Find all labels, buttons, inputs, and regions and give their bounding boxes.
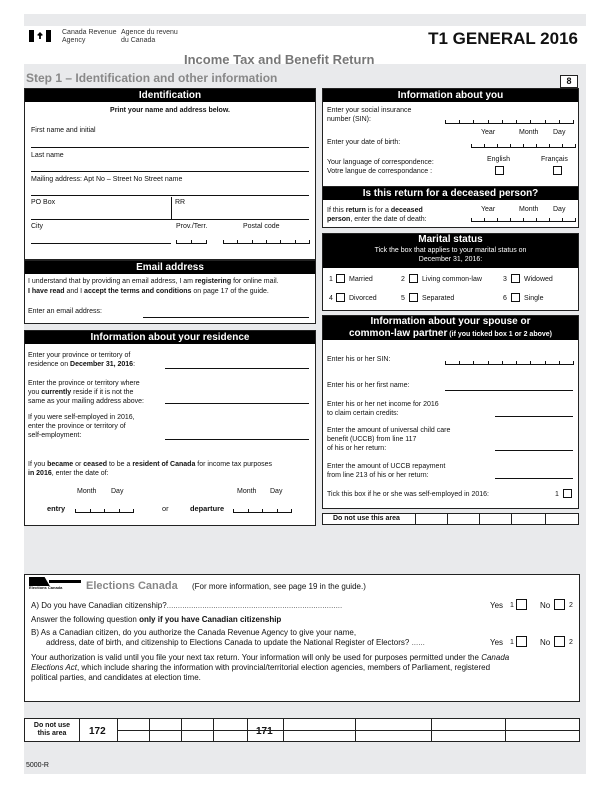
comb-tick — [233, 509, 234, 513]
comb-tick — [295, 240, 296, 244]
comb-tick — [280, 240, 281, 244]
departure-label: departure — [190, 504, 225, 513]
comb-tick — [237, 240, 238, 244]
comb-tick — [191, 240, 192, 244]
po-box-rr-field[interactable] — [31, 219, 309, 220]
code-172: 172 — [89, 726, 106, 737]
identification-section — [24, 88, 316, 260]
comb-tick — [516, 120, 517, 124]
comb-tick — [510, 218, 511, 222]
canada-flag-icon — [29, 30, 51, 42]
city-label: City — [31, 223, 44, 230]
single-label: Single — [524, 295, 544, 302]
comb-tick — [133, 509, 134, 513]
spouse-name-label: Enter his or her first name: — [327, 382, 410, 389]
elections-canada-section — [24, 574, 580, 702]
spouse-sin-input[interactable] — [445, 364, 573, 365]
departure-day-label: Day — [270, 488, 283, 495]
comb-tick — [536, 218, 537, 222]
comb-tick — [549, 144, 550, 148]
comb-tick — [75, 509, 76, 513]
comb-tick — [497, 144, 498, 148]
form-number: 5000-R — [26, 762, 49, 769]
common-law-checkbox[interactable] — [409, 274, 418, 283]
citizenship-yes-label: Yes — [490, 601, 504, 610]
residence-section — [24, 330, 316, 526]
spouse-self-employed-number: 1 — [555, 491, 559, 498]
married-number: 1 — [329, 276, 333, 283]
single-number: 6 — [503, 295, 507, 302]
elections-title: Elections Canada — [86, 580, 178, 592]
death-month-label: Month — [519, 206, 539, 213]
francais-label: Français — [541, 156, 568, 163]
marital-section — [322, 233, 579, 311]
comb-tick — [536, 144, 537, 148]
entry-label: entry — [47, 504, 66, 513]
authorize-no-checkbox[interactable] — [554, 636, 565, 647]
about-you-title: Information about you — [323, 89, 578, 102]
self-employment-province-field[interactable] — [165, 439, 309, 440]
comb-tick — [473, 120, 474, 124]
agency-name-en: Canada Revenue Agency — [62, 29, 117, 44]
comb-tick — [488, 120, 489, 124]
spouse-net-income-input[interactable] — [495, 416, 573, 417]
spouse-section — [322, 315, 579, 509]
sin-label: Enter your social insurance number (SIN): — [327, 107, 412, 123]
comb-tick — [516, 361, 517, 365]
follow-question-note: Answer the following question only if you have Canadian citizenship — [31, 615, 282, 624]
authorize-yes-number: 1 — [510, 639, 514, 646]
comb-tick — [562, 144, 563, 148]
citizenship-no-label: No — [540, 601, 551, 610]
comb-tick — [484, 144, 485, 148]
married-label: Married — [349, 276, 373, 283]
comb-tick — [523, 218, 524, 222]
prov-label: Prov./Terr. — [176, 223, 208, 230]
about-you-section — [322, 88, 579, 196]
comb-tick — [502, 120, 503, 124]
authorize-no-number: 2 — [569, 639, 573, 646]
separated-number: 5 — [401, 295, 405, 302]
comb-tick — [309, 240, 310, 244]
current-province-field[interactable] — [165, 403, 309, 404]
comb-tick — [549, 218, 550, 222]
divorced-label: Divorced — [349, 295, 377, 302]
single-checkbox[interactable] — [511, 293, 520, 302]
language-label: Your language of correspondence: Votre langue de correspondance : — [327, 159, 434, 175]
death-year-label: Year — [481, 206, 496, 213]
elections-note: (For more information, see page 19 in the guide.) — [192, 582, 366, 591]
comb-tick — [545, 361, 546, 365]
last-name-field[interactable] — [31, 171, 309, 172]
comb-tick — [488, 361, 489, 365]
spouse-uccb-repayment-label: Enter the amount of UCCB repayment from line 213 of his or her return: — [327, 463, 446, 479]
residence-title: Information about your residence — [25, 331, 315, 344]
citizenship-no-checkbox[interactable] — [554, 599, 565, 610]
english-label: English — [487, 156, 510, 163]
spouse-title-2: common-law partner (if you ticked box 1 or 2 above) — [349, 328, 552, 339]
city-field[interactable] — [31, 243, 171, 244]
spouse-net-income-label: Enter his or her net income for 2016 to claim certain credits: — [327, 401, 439, 417]
francais-checkbox[interactable] — [553, 166, 562, 175]
marital-instruction-2: December 31, 2016: — [418, 256, 483, 263]
comb-tick — [497, 218, 498, 222]
bottom-do-not-use-area — [24, 718, 580, 742]
print-instruction: Print your name and address below. — [110, 107, 230, 114]
residence-province-field[interactable] — [165, 368, 309, 369]
sin-input[interactable] — [445, 123, 573, 124]
email-input[interactable] — [143, 317, 309, 318]
first-name-field[interactable] — [31, 147, 309, 148]
comb-tick — [277, 509, 278, 513]
postal-code-label: Postal code — [243, 223, 280, 230]
form-title: T1 GENERAL 2016 — [428, 29, 578, 48]
citizenship-question: A) Do you have Canadian citizenship?............................................................................... — [31, 601, 343, 610]
or-label: or — [162, 504, 169, 513]
separated-checkbox[interactable] — [409, 293, 418, 302]
dob-year-label: Year — [481, 129, 496, 136]
entry-day-label: Day — [111, 488, 124, 495]
divorced-number: 4 — [329, 295, 333, 302]
comb-tick — [545, 120, 546, 124]
dob-month-label: Month — [519, 129, 539, 136]
dob-label: Enter your date of birth: — [327, 139, 401, 146]
widowed-number: 3 — [503, 276, 507, 283]
divorced-checkbox[interactable] — [336, 293, 345, 302]
po-box-label: PO Box — [31, 199, 56, 206]
comb-tick — [459, 361, 460, 365]
common-law-number: 2 — [401, 276, 405, 283]
form-page — [24, 14, 586, 774]
comb-tick — [445, 361, 446, 365]
comb-tick — [530, 120, 531, 124]
separated-label: Separated — [422, 295, 455, 302]
comb-tick — [266, 240, 267, 244]
comb-tick — [445, 120, 446, 124]
marital-instruction-1: Tick the box that applies to your marital status on — [374, 247, 527, 254]
comb-tick — [223, 240, 224, 244]
code-171: 171 — [256, 726, 273, 737]
common-law-label: Living common-law — [422, 276, 482, 283]
residence-dec31-label: Enter your province or territory of residence on December 31, 2016: — [28, 352, 136, 368]
mailing-address-field[interactable] — [31, 195, 309, 196]
comb-tick — [502, 361, 503, 365]
email-section — [24, 260, 316, 324]
self-employment-province-label: If you were self-employed in 2016, enter the province or territory of self-employment: — [28, 414, 135, 439]
first-name-label: First name and initial — [31, 127, 96, 134]
authorization-note: Your authorization is valid until you file your next tax return. Your information will only be used for purposes permitted under the Canada Elections Act, which include sharing the information with provincial/territorial election agencies, members of Parliament, registered political parties, and candidates at election time. — [31, 653, 510, 682]
comb-tick — [471, 144, 472, 148]
spouse-sin-label: Enter his or her SIN: — [327, 356, 391, 363]
box-number: 8 — [560, 75, 578, 88]
comb-tick — [252, 240, 253, 244]
deceased-label: If this return is for a deceased person, enter the date of death: — [327, 207, 427, 223]
comb-tick — [248, 509, 249, 513]
married-checkbox[interactable] — [336, 274, 345, 283]
death-day-label: Day — [553, 206, 566, 213]
comb-tick — [484, 218, 485, 222]
bottom-do-not-use-label: Do not use this area — [33, 722, 71, 737]
rr-label: RR — [175, 199, 186, 206]
comb-tick — [523, 144, 524, 148]
comb-tick — [291, 509, 292, 513]
email-label: Enter an email address: — [28, 308, 102, 315]
comb-tick — [575, 144, 576, 148]
step-title: Step 1 – Identification and other information — [26, 71, 278, 85]
english-checkbox[interactable] — [495, 166, 504, 175]
authorization-question: B) As a Canadian citizen, do you authorize the Canada Revenue Agency to give your name, address, date of birth, and citizenship to Elections Canada to update the National Register of Electors? ...... — [31, 628, 425, 647]
do-not-use-label: Do not use this area — [333, 515, 400, 522]
comb-tick — [90, 509, 91, 513]
email-consent-1: I understand that by providing an email address, I am registering for online mail. — [28, 278, 279, 285]
comb-tick — [104, 509, 105, 513]
comb-tick — [473, 361, 474, 365]
spouse-uccb-input[interactable] — [495, 450, 573, 451]
email-title: Email address — [25, 261, 315, 274]
comb-tick — [573, 120, 574, 124]
widowed-label: Widowed — [524, 276, 553, 283]
residency-change-label: If you became or ceased to be a resident of Canada for income tax purposes in 2016, enter the date of: — [28, 461, 272, 477]
citizenship-yes-number: 1 — [510, 602, 514, 609]
email-consent-2: I have read and I accept the terms and conditions on page 17 of the guide. — [28, 288, 269, 295]
widowed-checkbox[interactable] — [511, 274, 520, 283]
spouse-uccb-repayment-input[interactable] — [495, 478, 573, 479]
departure-month-label: Month — [237, 488, 257, 495]
comb-tick — [119, 509, 120, 513]
comb-tick — [510, 144, 511, 148]
comb-tick — [573, 361, 574, 365]
citizenship-no-number: 2 — [569, 602, 573, 609]
mailing-address-label: Mailing address: Apt No – Street No Street name — [31, 176, 183, 183]
spouse-name-input[interactable] — [445, 390, 573, 391]
comb-tick — [559, 361, 560, 365]
comb-tick — [559, 120, 560, 124]
entry-month-label: Month — [77, 488, 97, 495]
identification-title: Identification — [25, 89, 315, 102]
comb-tick — [262, 509, 263, 513]
deceased-section — [322, 186, 579, 228]
deceased-title: Is this return for a deceased person? — [323, 187, 578, 200]
spouse-uccb-label: Enter the amount of universal child care benefit (UCCB) from line 117 of his or her return: — [327, 427, 451, 452]
citizenship-yes-checkbox[interactable] — [516, 599, 527, 610]
spouse-title-1: Information about your spouse or — [370, 316, 531, 327]
marital-title: Marital status — [418, 234, 483, 245]
spouse-self-employed-label: Tick this box if he or she was self-employed in 2016: — [327, 491, 489, 498]
current-residence-label: Enter the province or territory where you currently reside if it is not the same as your mailing address above: — [28, 380, 144, 405]
dob-day-label: Day — [553, 129, 566, 136]
form-subtitle: Income Tax and Benefit Return — [184, 52, 375, 67]
comb-tick — [575, 218, 576, 222]
authorize-yes-checkbox[interactable] — [516, 636, 527, 647]
elections-canada-logo: Elections Canada — [29, 577, 81, 591]
comb-tick — [459, 120, 460, 124]
spouse-self-employed-checkbox[interactable] — [563, 489, 572, 498]
comb-tick — [562, 218, 563, 222]
authorize-no-label: No — [540, 638, 551, 647]
last-name-label: Last name — [31, 152, 64, 159]
comb-tick — [471, 218, 472, 222]
authorize-yes-label: Yes — [490, 638, 504, 647]
comb-tick — [206, 240, 207, 244]
comb-tick — [176, 240, 177, 244]
do-not-use-area — [322, 513, 579, 525]
agency-name-fr: Agence du revenu du Canada — [121, 29, 178, 44]
comb-tick — [530, 361, 531, 365]
